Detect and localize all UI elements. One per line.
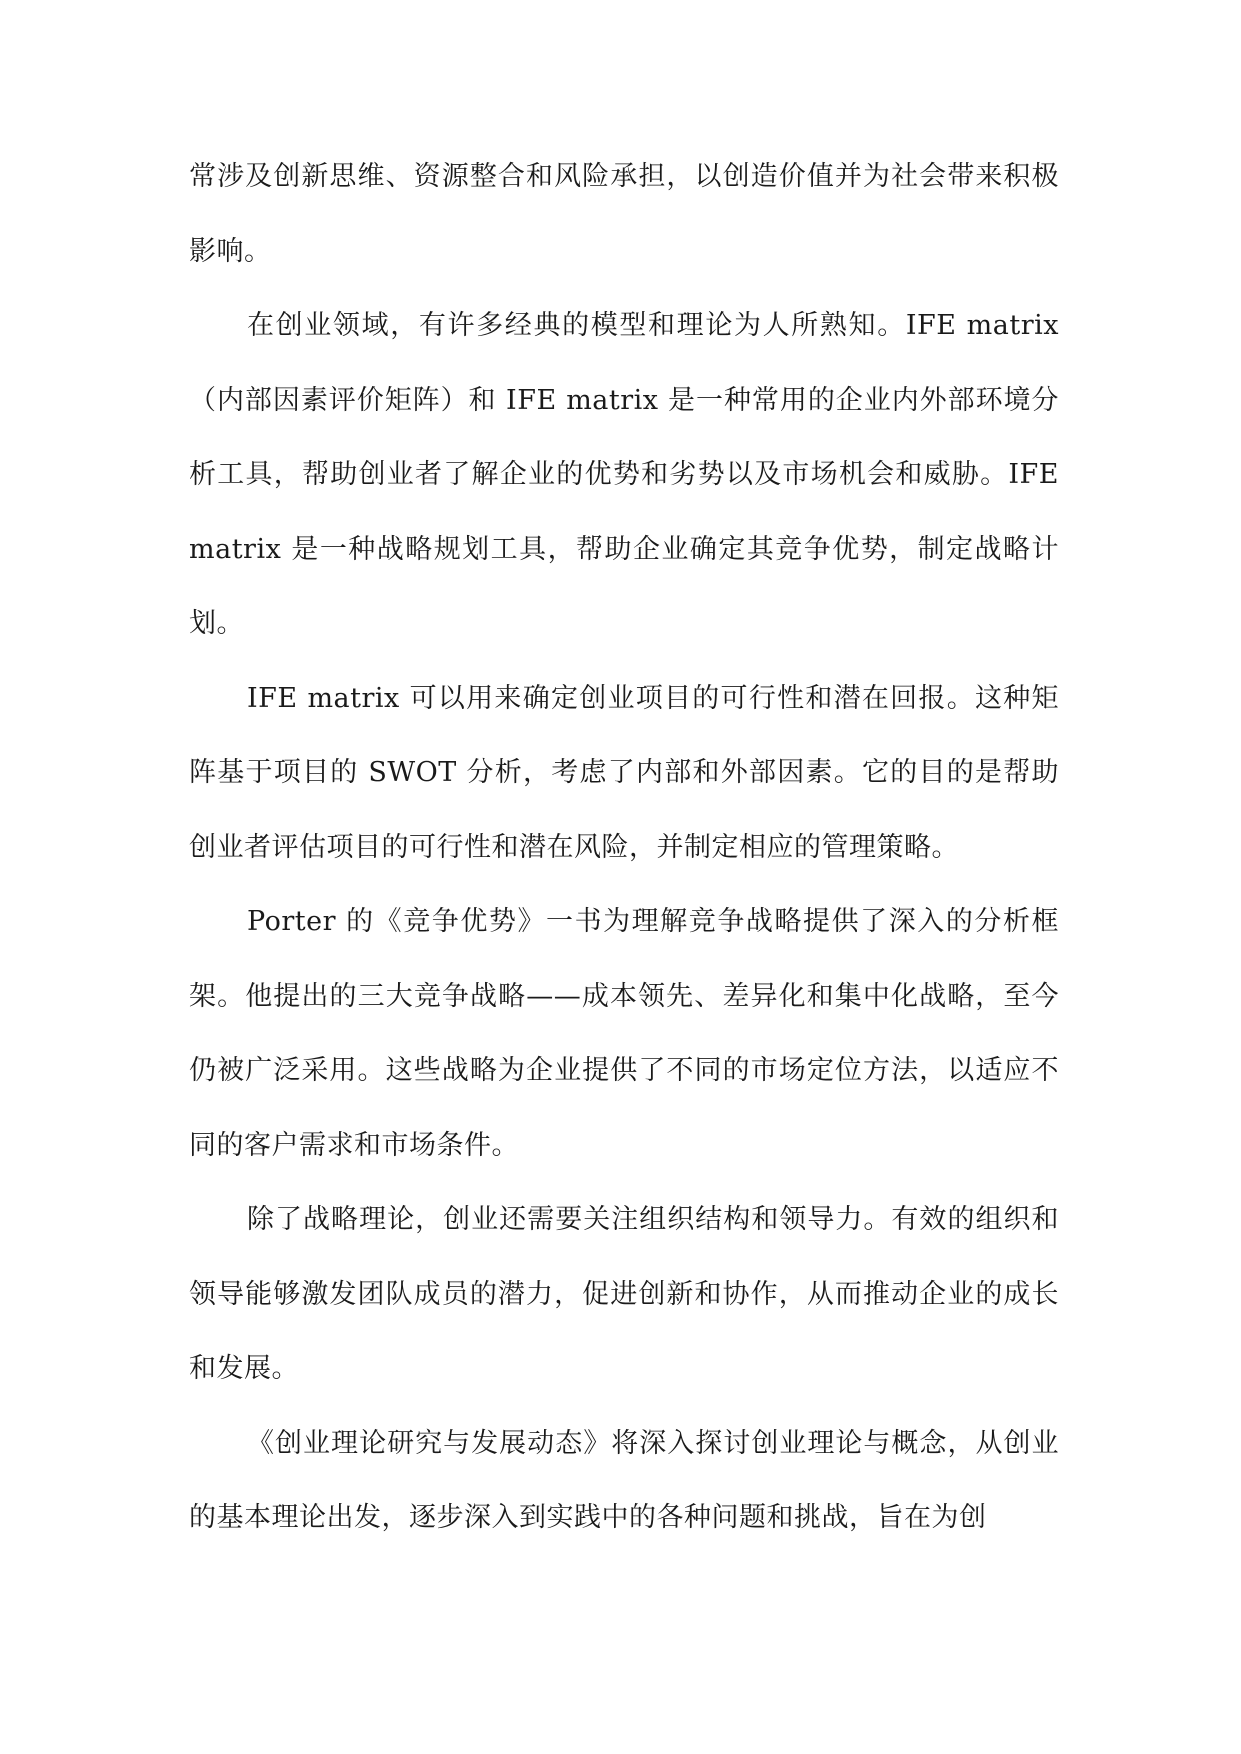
paragraph-4: Porter 的《竞争优势》一书为理解竞争战略提供了深入的分析框架。他提出的三大竞争战略——成本领先、差异化和集中化战略，至今仍被广泛采用。这些战略为企业提供了不同的市场定位方法，以适应不同的客户需求和市场条件。 (189, 906, 1059, 1161)
paragraph-1: 常涉及创新思维、资源整合和风险承担，以创造价值并为社会带来积极影响。 (189, 161, 1059, 267)
paragraph-5: 除了战略理论，创业还需要关注组织结构和领导力。有效的组织和领导能够激发团队成员的潜力，促进创新和协作，从而推动企业的成长和发展。 (189, 1204, 1059, 1384)
paragraph-6: 《创业理论研究与发展动态》将深入探讨创业理论与概念，从创业的基本理论出发，逐步深入到实践中的各种问题和挑战，旨在为创 (189, 1427, 1059, 1533)
paragraph-2: 在创业领域，有许多经典的模型和理论为人所熟知。IFE matrix（内部因素评价矩阵）和 IFE matrix 是一种常用的企业内外部环境分析工具，帮助创业者了解企业的优势和劣势以及市场机会和威胁。IFE matrix 是一种战略规划工具，帮助企业确定其竞争优势，制定战略计划。 (189, 310, 1059, 639)
paragraph-3: IFE matrix 可以用来确定创业项目的可行性和潜在回报。这种矩阵基于项目的 SWOT 分析，考虑了内部和外部因素。它的目的是帮助创业者评估项目的可行性和潜在风险，并制定相应的管理策略。 (189, 682, 1059, 863)
body-text (189, 140, 1059, 1556)
